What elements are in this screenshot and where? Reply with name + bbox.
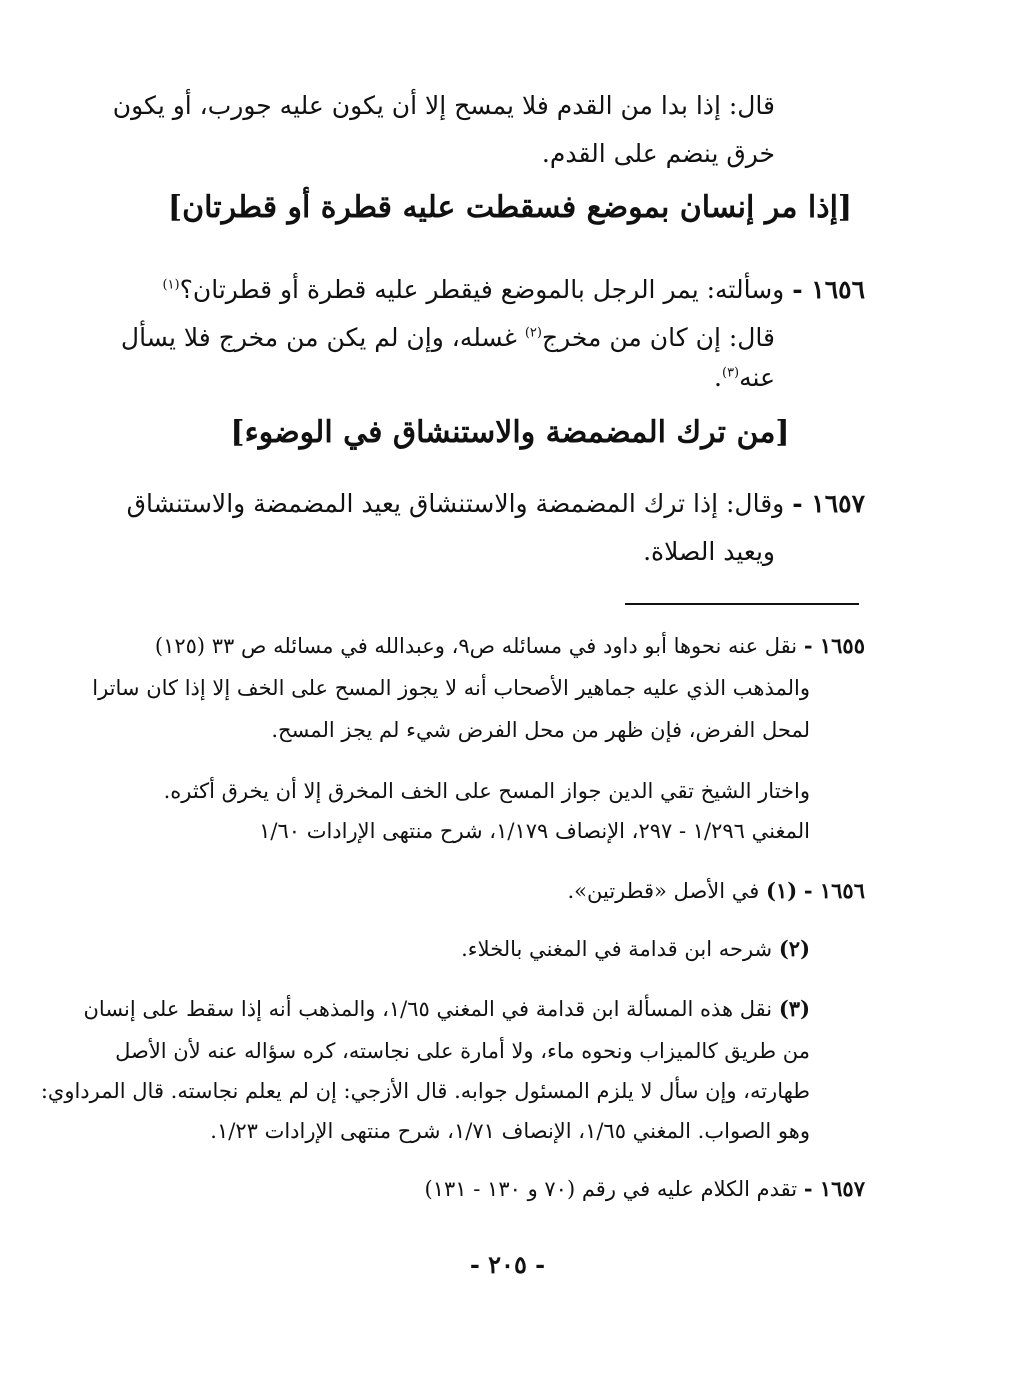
entry-1656-answer-start: قال: إن كان من مخرج [541,323,775,353]
footnote-1655-line-2: والمذهب الذي عليه جماهير الأصحاب أنه لا يجوز المسح على الخف إلا إذا كان ساترا [92,676,810,700]
footnote-1655-line-1: نقل عنه نحوها أبو داود في مسائله ص٩، وعبدالله في مسائله ص ٣٣ (١٢٥) [154,634,798,658]
footnote-1657 [425,1168,865,1210]
page-number: - ٢٠٥ - [469,1250,546,1279]
footnote-1656-note-1-text: في الأصل «قطرتين». [567,879,760,903]
entry-1656-answer-end: عنه [739,363,775,393]
footnote-1656-note-3-line-2: من طريق كالميزاب ونحوه ماء، ولا أمارة على نجاسته، كره سؤاله عنه لأن الأصل [115,1039,810,1063]
entry-1657-text: وقال: إذا ترك المضمضة والاستنشاق يعيد المضمضة والاستنشاق [126,489,785,518]
footnote-1656-note-3-line-3: طهارته، وإن سأل لا يلزم المسئول جوابه. قال الأزجي: إن لم يعلم نجاسته. قال المرداوي: [40,1079,810,1103]
footnote-1656-note-3-line-4: وهو الصواب. المغني ١/٦٥، الإنصاف ١/٧١، شرح منتهى الإرادات ١/٢٣. [210,1119,810,1143]
footnote-1656-note-2-label: (٢) [778,936,810,961]
section-heading-2: [من ترك المضمضة والاستنشاق في الوضوء] [230,415,790,450]
entry-1657-number: ١٦٥٧ - [792,489,865,518]
intro-line-1: قال: إذا بدا من القدم فلا يمسح إلا أن يكون عليه جورب، أو يكون [112,91,775,120]
footnote-ref-2: (٢) [524,326,542,341]
footnote-1656-note-3-line-1: نقل هذه المسألة ابن قدامة في المغني ١/٦٥، والمذهب أنه إذا سقط على إنسان [83,997,773,1021]
footnote-1656-note-3-label: (٣) [778,996,810,1021]
footnote-1655-number: ١٦٥٥ - [803,633,865,658]
footnote-separator [625,603,859,605]
footnote-1655-line-4: واختار الشيخ تقي الدين جواز المسح على الخف المخرق إلا أن يخرق أكثره. [163,779,810,803]
entry-1656-number: ١٦٥٦ - [792,275,865,305]
entry-1656-answer-rest: غسله، وإن لم يكن من مخرج فلا يسأل [120,323,517,353]
footnote-1656-note-1-label: (١) [766,878,798,903]
entry-1656-question: وسألته: يمر الرجل بالموضع فيقطر عليه قطرة أو قطرتان؟ [179,275,785,305]
footnote-1656-number: ١٦٥٦ - [803,878,865,903]
intro-line-2: خرق ينضم على القدم. [541,139,775,168]
footnote-1655-line-5: المغني ١/٢٩٦ - ٢٩٧، الإنصاف ١/١٧٩، شرح منتهى الإرادات ١/٦٠ [259,819,810,843]
footnote-ref-1: (١) [162,278,180,293]
footnote-1657-number: ١٦٥٧ - [803,1176,865,1201]
footnote-1656-note-2-text: شرحه ابن قدامة في المغني بالخلاء. [461,937,773,961]
footnote-1657-text: تقدم الكلام عليه في رقم (٧٠ و ١٣٠ - ١٣١) [424,1177,798,1201]
entry-1657-text-2: ويعيد الصلاة. [643,537,775,566]
footnote-ref-3: (٣) [721,366,740,381]
section-heading-1: [إذا مر إنسان بموضع فسقطت عليه قطرة أو قطرتان] [167,190,853,225]
footnote-1655-line-3: لمحل الفرض، فإن ظهر من محل الفرض شيء لم يجز المسح. [271,718,810,742]
entry-1656-period: . [714,363,722,393]
